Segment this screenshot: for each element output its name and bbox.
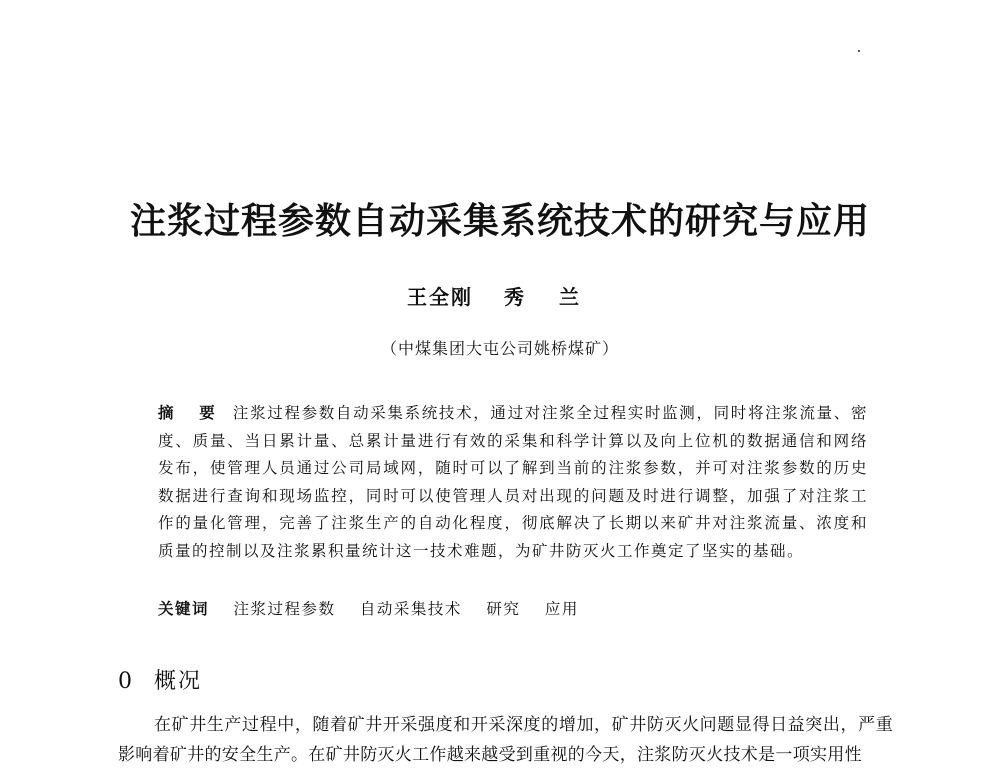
keyword: 注浆过程参数 [233,600,336,618]
paper-title: 注浆过程参数自动采集系统技术的研究与应用 [129,201,870,242]
author-affiliation: （中煤集团大屯公司姚桥煤矿） [380,339,619,358]
keyword: 研究 [486,600,521,618]
section-heading [118,668,202,696]
keyword: 自动采集技术 [359,600,462,618]
body-paragraph: 在矿井生产过程中，随着矿井开采强度和开采深度的增加，矿井防灭火问题显得日益突出，严重影响着矿井的安全生产。在矿井防灭火工作越来越受到重视的今天，注浆防灭火技术是一项实用性 [118,715,893,765]
author-name: 秀 兰 [504,285,593,309]
scan-speck [858,50,860,52]
keywords [158,596,868,622]
abstract-label: 摘 要 [158,404,225,422]
keyword: 应用 [544,600,579,618]
author-name: 王全刚 [407,285,474,309]
abstract [158,400,868,565]
section-number: 0 [118,669,132,694]
abstract-text: 注浆过程参数自动采集系统技术，通过对注浆全过程实时监测，同时将注浆流量、密度、质量、当日累计量、总累计量进行有效的采集和科学计算以及向上位机的数据通信和网络发布，使管理人员通过公司局域网，随时可以了解到当前的注浆参数，并可对注浆参数的历史数据进行查询和现场监控，同时可以使管理人员对出现的问题及时进行调整，加强了对注浆工作的量化管理，完善了注浆生产的自动化程度，彻底解决了长期以来矿井对注浆流量、浓度和质量的控制以及注浆累积量统计这一技术难题，为矿井防灭火工作奠定了坚实的基础。 [158,404,868,560]
keywords-label: 关键词 [158,600,210,618]
section-title: 概况 [154,669,203,694]
author-list [0,284,1000,310]
